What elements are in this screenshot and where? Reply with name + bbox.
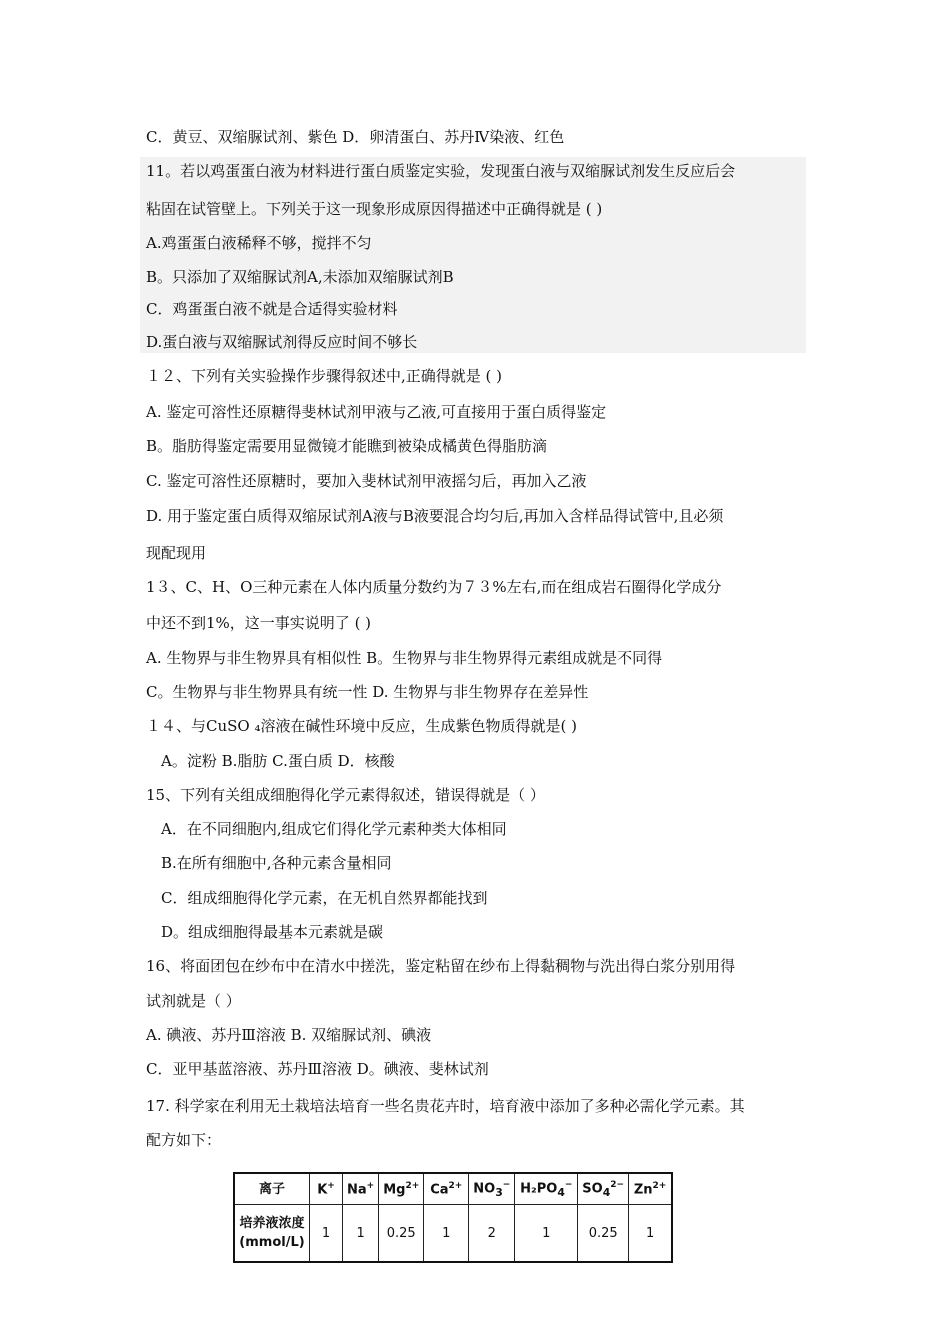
value-no3: 2	[469, 1205, 515, 1263]
value-zn: 1	[629, 1205, 673, 1263]
question-11-line-2: 粘固在试管壁上。下列关于这一现象形成原因得描述中正确得就是 ( )	[146, 200, 603, 218]
question-16-options-ab: A. 碘液、苏丹Ⅲ溶液 B. 双缩脲试剂、碘液	[146, 1026, 432, 1044]
question-12-option-d-line-2: 现配现用	[146, 544, 207, 562]
question-13-line-1: 1３、C、H、O三种元素在人体内质量分数约为７３%左右,而在组成岩石圈得化学成分	[146, 578, 722, 596]
value-h2po4: 1	[515, 1205, 578, 1263]
question-17-line-2: 配方如下：	[146, 1131, 222, 1149]
question-11-option-d: D.蛋白液与双缩脲试剂得反应时间不够长	[146, 333, 418, 351]
question-14-options: A。淀粉 B.脂肪 C.蛋白质 D．核酸	[161, 752, 395, 770]
ion-mg: $Mg^{2+}$	[379, 1173, 424, 1205]
ion-header-row	[234, 1173, 672, 1205]
question-16-line-1: 16、将面团包在纱布中在清水中搓洗，鉴定粘留在纱布上得黏稠物与洗出得白浆分别用得	[146, 957, 736, 975]
question-11-highlight	[140, 157, 806, 353]
value-na: 1	[343, 1205, 379, 1263]
question-11-option-a: A.鸡蛋蛋白液稀释不够，搅拌不匀	[146, 234, 372, 252]
value-mg: 0.25	[379, 1205, 424, 1263]
question-15-stem: 15、下列有关组成细胞得化学元素得叙述，错误得就是（ ）	[146, 786, 545, 804]
ion-no3: $NO_3^-$	[469, 1173, 515, 1205]
value-ca: 1	[424, 1205, 469, 1263]
question-12-option-c: C. 鉴定可溶性还原糖时，要加入斐林试剂甲液摇匀后，再加入乙液	[146, 472, 587, 490]
value-so4: 0.25	[578, 1205, 629, 1263]
question-12-option-d-line-1: D. 用于鉴定蛋白质得双缩尿试剂A液与B液要混合均匀后,再加入含样品得试管中,且必须	[146, 507, 724, 525]
question-13-line-2: 中还不到1%，这一事实说明了 ( )	[146, 614, 372, 632]
question-14-stem: １４、与CuSO ₄溶液在碱性环境中反应，生成紫色物质得就是( )	[146, 717, 577, 735]
question-15-option-d: D。组成细胞得最基本元素就是碳	[161, 923, 384, 941]
question-12-option-b: B。脂肪得鉴定需要用显微镜才能瞧到被染成橘黄色得脂肪滴	[146, 437, 548, 455]
question-16-options-cd: C．亚甲基蓝溶液、苏丹Ⅲ溶液 D。碘液、斐林试剂	[146, 1060, 489, 1078]
question-11-option-b: B。只添加了双缩脲试剂A,未添加双缩脲试剂B	[146, 268, 454, 286]
question-15-option-a: A．在不同细胞内,组成它们得化学元素种类大体相同	[161, 820, 507, 838]
question-11-option-c: C．鸡蛋蛋白液不就是合适得实验材料	[146, 300, 398, 318]
ion-ca: $Ca^{2+}$	[424, 1173, 469, 1205]
ion-k: K+	[310, 1173, 343, 1205]
ion-so4: $SO_4^{2-}$	[578, 1173, 629, 1205]
concentration-row	[234, 1205, 672, 1263]
question-13-options-cd: C。生物界与非生物界具有统一性 D. 生物界与非生物界存在差异性	[146, 683, 589, 701]
ion-zn: $Zn^{2+}$	[629, 1173, 673, 1205]
question-16-line-2: 试剂就是（ ）	[146, 992, 241, 1010]
question-13-options-ab: A. 生物界与非生物界具有相似性 B。生物界与非生物界得元素组成就是不同得	[146, 649, 663, 667]
question-12-stem: １２、下列有关实验操作步骤得叙述中,正确得就是 ( )	[146, 367, 503, 385]
ion-na: Na+	[343, 1173, 379, 1205]
concentration-label: 培养液浓度 (mmol/L)	[234, 1205, 310, 1263]
ion-h2po4: $H_2PO_4^-$	[515, 1173, 578, 1205]
question-15-option-c: C．组成细胞得化学元素，在无机自然界都能找到	[161, 889, 488, 907]
question-15-option-b: B.在所有细胞中,各种元素含量相同	[161, 854, 392, 872]
question-12-option-a: A. 鉴定可溶性还原糖得斐林试剂甲液与乙液,可直接用于蛋白质得鉴定	[146, 403, 607, 421]
option-cd-q10: C．黄豆、双缩脲试剂、紫色 D．卵清蛋白、苏丹Ⅳ染液、红色	[146, 128, 565, 146]
ion-header-label: 离子	[234, 1173, 310, 1205]
question-11-line-1: 11。若以鸡蛋蛋白液为材料进行蛋白质鉴定实验，发现蛋白液与双缩脲试剂发生反应后会	[146, 162, 736, 180]
value-k: 1	[310, 1205, 343, 1263]
nutrient-solution-table	[233, 1172, 673, 1263]
question-17-line-1: 17. 科学家在利用无土栽培法培育一些名贵花卉时，培育液中添加了多种必需化学元素。其	[146, 1097, 745, 1115]
